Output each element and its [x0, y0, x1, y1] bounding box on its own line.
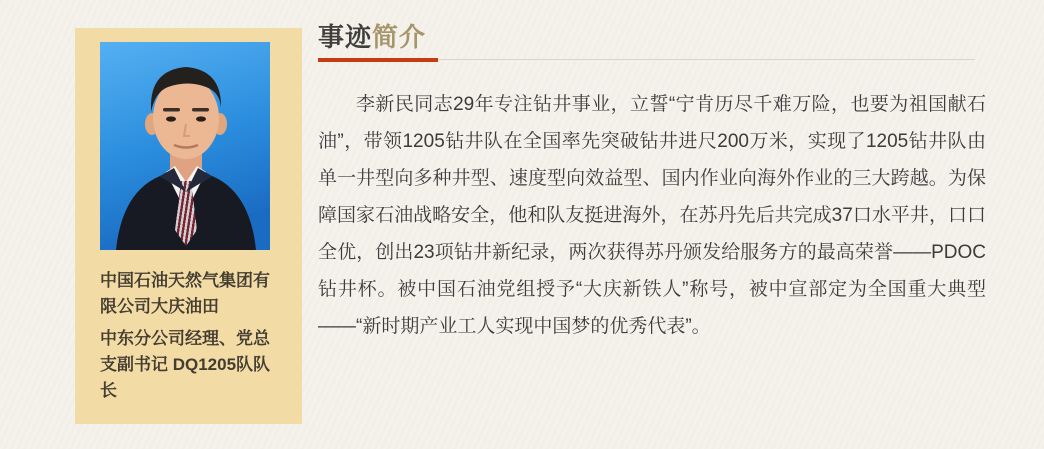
- profile-role-text: 中东分公司经理、党总支副书记 DQ1205队队长: [100, 329, 271, 400]
- section-title-accent: 简介: [372, 22, 427, 52]
- title-rule: [318, 58, 975, 62]
- section-title-primary: 事迹: [318, 22, 373, 52]
- profile-org-text: 中国石油天然气集团有限公司大庆油田: [100, 271, 270, 316]
- bio-paragraph: 李新民同志29年专注钻井事业，立誓“宁肯历尽千难万险，也要为祖国献石油”，带领1205钻井队在全国率先突破钻井进尺200万米，实现了1205钻井队由单一井型向多种井型、速度型向效益型、国内作业向海外作业的三大跨越。为保障国家石油战略安全，他和队友挺进海外，在苏丹先后共完成37口水平井，口口全优，创出23项钻井新纪录，两次获得苏丹颁发给服务方的最高荣誉——PDOC钻井杯。被中国石油党组授予“大庆新铁人”称号，被中宣部定为全国重大典型——“新时期产业工人实现中国梦的优秀代表”。: [318, 94, 986, 337]
- portrait-photo: [100, 42, 270, 250]
- profile-card: [75, 28, 302, 424]
- title-rule-red-underline: [318, 58, 438, 62]
- profile-caption: [100, 268, 278, 404]
- content-column: [318, 0, 986, 345]
- section-title: [318, 22, 986, 52]
